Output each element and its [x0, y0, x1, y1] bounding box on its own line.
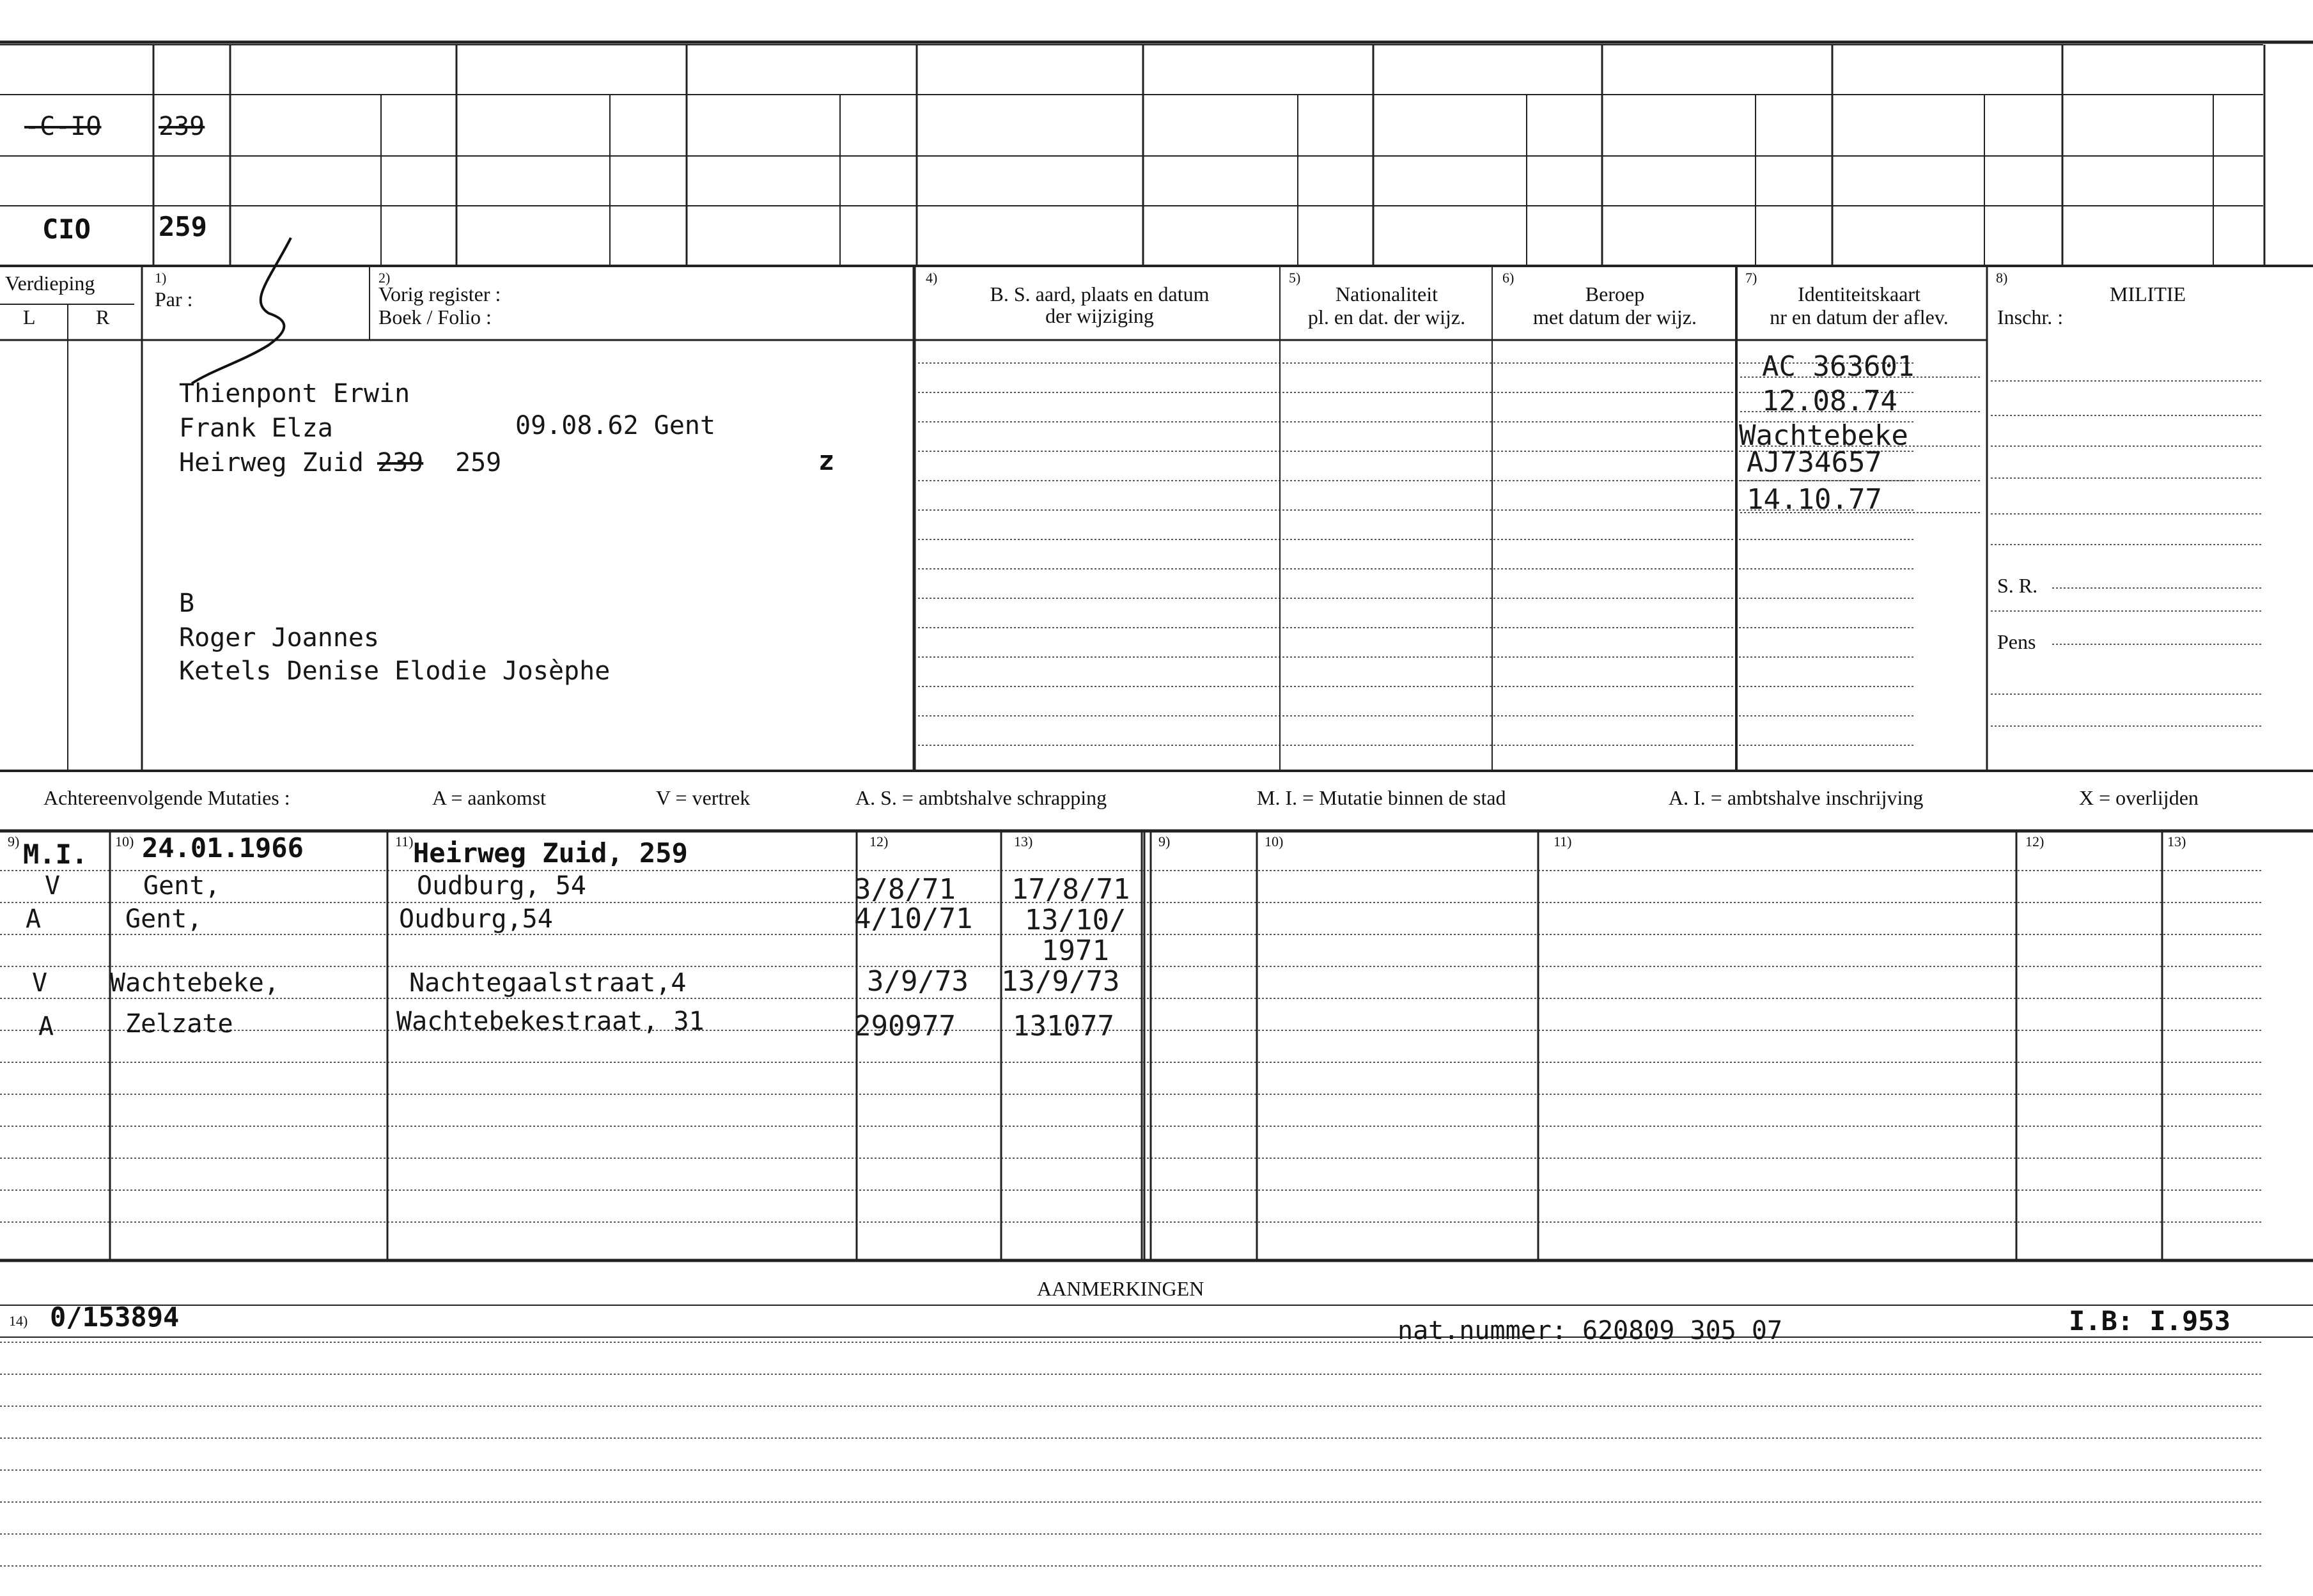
person-address-struck: 239: [377, 448, 424, 477]
remarks-title: AANMERKINGEN: [1037, 1277, 1204, 1300]
mut-col13-number: 13): [1014, 833, 1033, 849]
mutation-row4-type: V: [32, 968, 48, 998]
mutation-row1-address: Heirweg Zuid, 259: [413, 837, 688, 869]
id-card-line5: 14.10.77: [1747, 483, 1882, 516]
person-mark: z: [818, 445, 835, 476]
person-address-street: Heirweg Zuid: [179, 448, 364, 477]
national-number: nat.nummer: 620809 305 07: [1398, 1316, 1783, 1345]
mutation-row5-date1: 290977: [854, 1010, 956, 1042]
mutation-row4-date2: 13/9/73: [1001, 965, 1120, 998]
mut-col9b-number: 9): [1158, 833, 1171, 849]
occupation-header-line2: met datum der wijz.: [1533, 306, 1697, 329]
nationality-header-line1: Nationaliteit: [1336, 283, 1438, 306]
bs-header-line2: der wijziging: [1045, 304, 1154, 327]
mutation-row2-address: Oudburg, 54: [417, 871, 586, 901]
floor-left-label: L: [23, 306, 36, 329]
id-card-line3: Wachtebeke: [1739, 419, 1908, 452]
mutation-row1-date: 24.01.1966: [142, 832, 304, 864]
father-name: Roger Joannes: [179, 623, 380, 653]
col8-number: 8): [1996, 270, 2008, 286]
register-number: 259: [159, 211, 207, 242]
mutation-row2-date2: 17/8/71: [1011, 873, 1130, 906]
vorig-register-label: Vorig register :: [378, 283, 501, 306]
legend-departure: V = vertrek: [656, 786, 751, 809]
mut-col11-number: 11): [395, 833, 414, 849]
struck-register-number: 239: [159, 112, 205, 141]
mutation-row2-place: Gent,: [143, 871, 221, 901]
col7-number: 7): [1745, 270, 1757, 286]
mut-col10b-number: 10): [1265, 833, 1284, 849]
col6-number: 6): [1502, 270, 1515, 286]
mutation-row4-date1: 3/9/73: [867, 965, 969, 998]
occupation-header-line1: Beroep: [1585, 283, 1645, 306]
inschr-label: Inschr. :: [1997, 306, 2064, 329]
remarks-number: 14): [9, 1313, 28, 1329]
nationality-header-line2: pl. en dat. der wijz.: [1307, 306, 1466, 329]
mutation-row2-date1: 3/8/71: [854, 873, 956, 906]
mutation-row3-place: Gent,: [125, 904, 203, 934]
pens-label: Pens: [1997, 630, 2036, 653]
mutation-row5-type: A: [38, 1012, 54, 1041]
mutation-row4-place: Wachtebeke,: [110, 968, 279, 998]
mut-col11b-number: 11): [1554, 833, 1572, 849]
col5-number: 5): [1289, 270, 1301, 286]
mut-col12-number: 12): [869, 833, 889, 849]
parents-label: B: [179, 589, 195, 618]
legend-arrival: A = aankomst: [432, 786, 547, 809]
ib-number: I.B: I.953: [2069, 1305, 2231, 1336]
mut-col9-number: 9): [8, 833, 20, 849]
register-code: CIO: [42, 213, 91, 245]
pen-stroke-mark: [192, 238, 291, 384]
mutation-row2-type: V: [45, 871, 61, 901]
mutation-row3-address: Oudburg,54: [399, 904, 553, 934]
verdieping-label: Verdieping: [5, 272, 95, 295]
id-card-line1: AC 363601: [1762, 350, 1915, 383]
bs-header-line1: B. S. aard, plaats en datum: [990, 283, 1210, 306]
mut-col13b-number: 13): [2167, 833, 2186, 849]
mutation-row3-date1: 4/10/71: [854, 903, 973, 935]
col2-number: 2): [378, 270, 391, 286]
mutation-row5-place: Zelzate: [125, 1009, 233, 1039]
mutation-row3-date2: 13/10/ 1971: [1024, 904, 1126, 967]
mut-col12b-number: 12): [2025, 833, 2044, 849]
mut-col10-number: 10): [115, 833, 134, 849]
mutation-row5-date2: 131077: [1013, 1010, 1114, 1042]
person-birth: 09.08.62 Gent: [515, 411, 716, 440]
mutation-row4-address: Nachtegaalstraat,4: [409, 968, 687, 998]
id-card-header-line1: Identiteitskaart: [1798, 283, 1920, 306]
mother-full-name: Ketels Denise Elodie Josèphe: [179, 656, 611, 686]
struck-register-code: -C-IO: [24, 112, 102, 141]
legend-city-move: M. I. = Mutatie binnen de stad: [1257, 786, 1506, 809]
legend-death: X = overlijden: [2079, 786, 2199, 809]
legend-official-registration: A. I. = ambtshalve inschrijving: [1669, 786, 1924, 809]
mutation-row1-type: M.I.: [23, 839, 88, 870]
mutation-row3-type: A: [26, 904, 42, 934]
person-address-number: 259: [455, 448, 502, 477]
militie-header: MILITIE: [2110, 283, 2186, 306]
col4-number: 4): [926, 270, 938, 286]
sr-label: S. R.: [1997, 574, 2038, 597]
person-mother: Frank Elza: [179, 414, 333, 443]
floor-right-label: R: [96, 306, 110, 329]
par-label: Par :: [155, 288, 193, 311]
person-name: Thienpont Erwin: [179, 379, 410, 408]
col1-number: 1): [155, 270, 167, 286]
id-card-line4: AJ734657: [1747, 446, 1882, 479]
legend-official-removal: A. S. = ambtshalve schrapping: [855, 786, 1107, 809]
mutations-legend-intro: Achtereenvolgende Mutaties :: [43, 786, 290, 809]
id-card-header-line2: nr en datum der aflev.: [1770, 306, 1949, 329]
remarks-reference: 0/153894: [50, 1301, 180, 1333]
mutation-row5-address: Wachtebekestraat, 31: [396, 1007, 705, 1036]
boek-folio-label: Boek / Folio :: [378, 306, 492, 329]
id-card-line2: 12.08.74: [1762, 385, 1897, 417]
